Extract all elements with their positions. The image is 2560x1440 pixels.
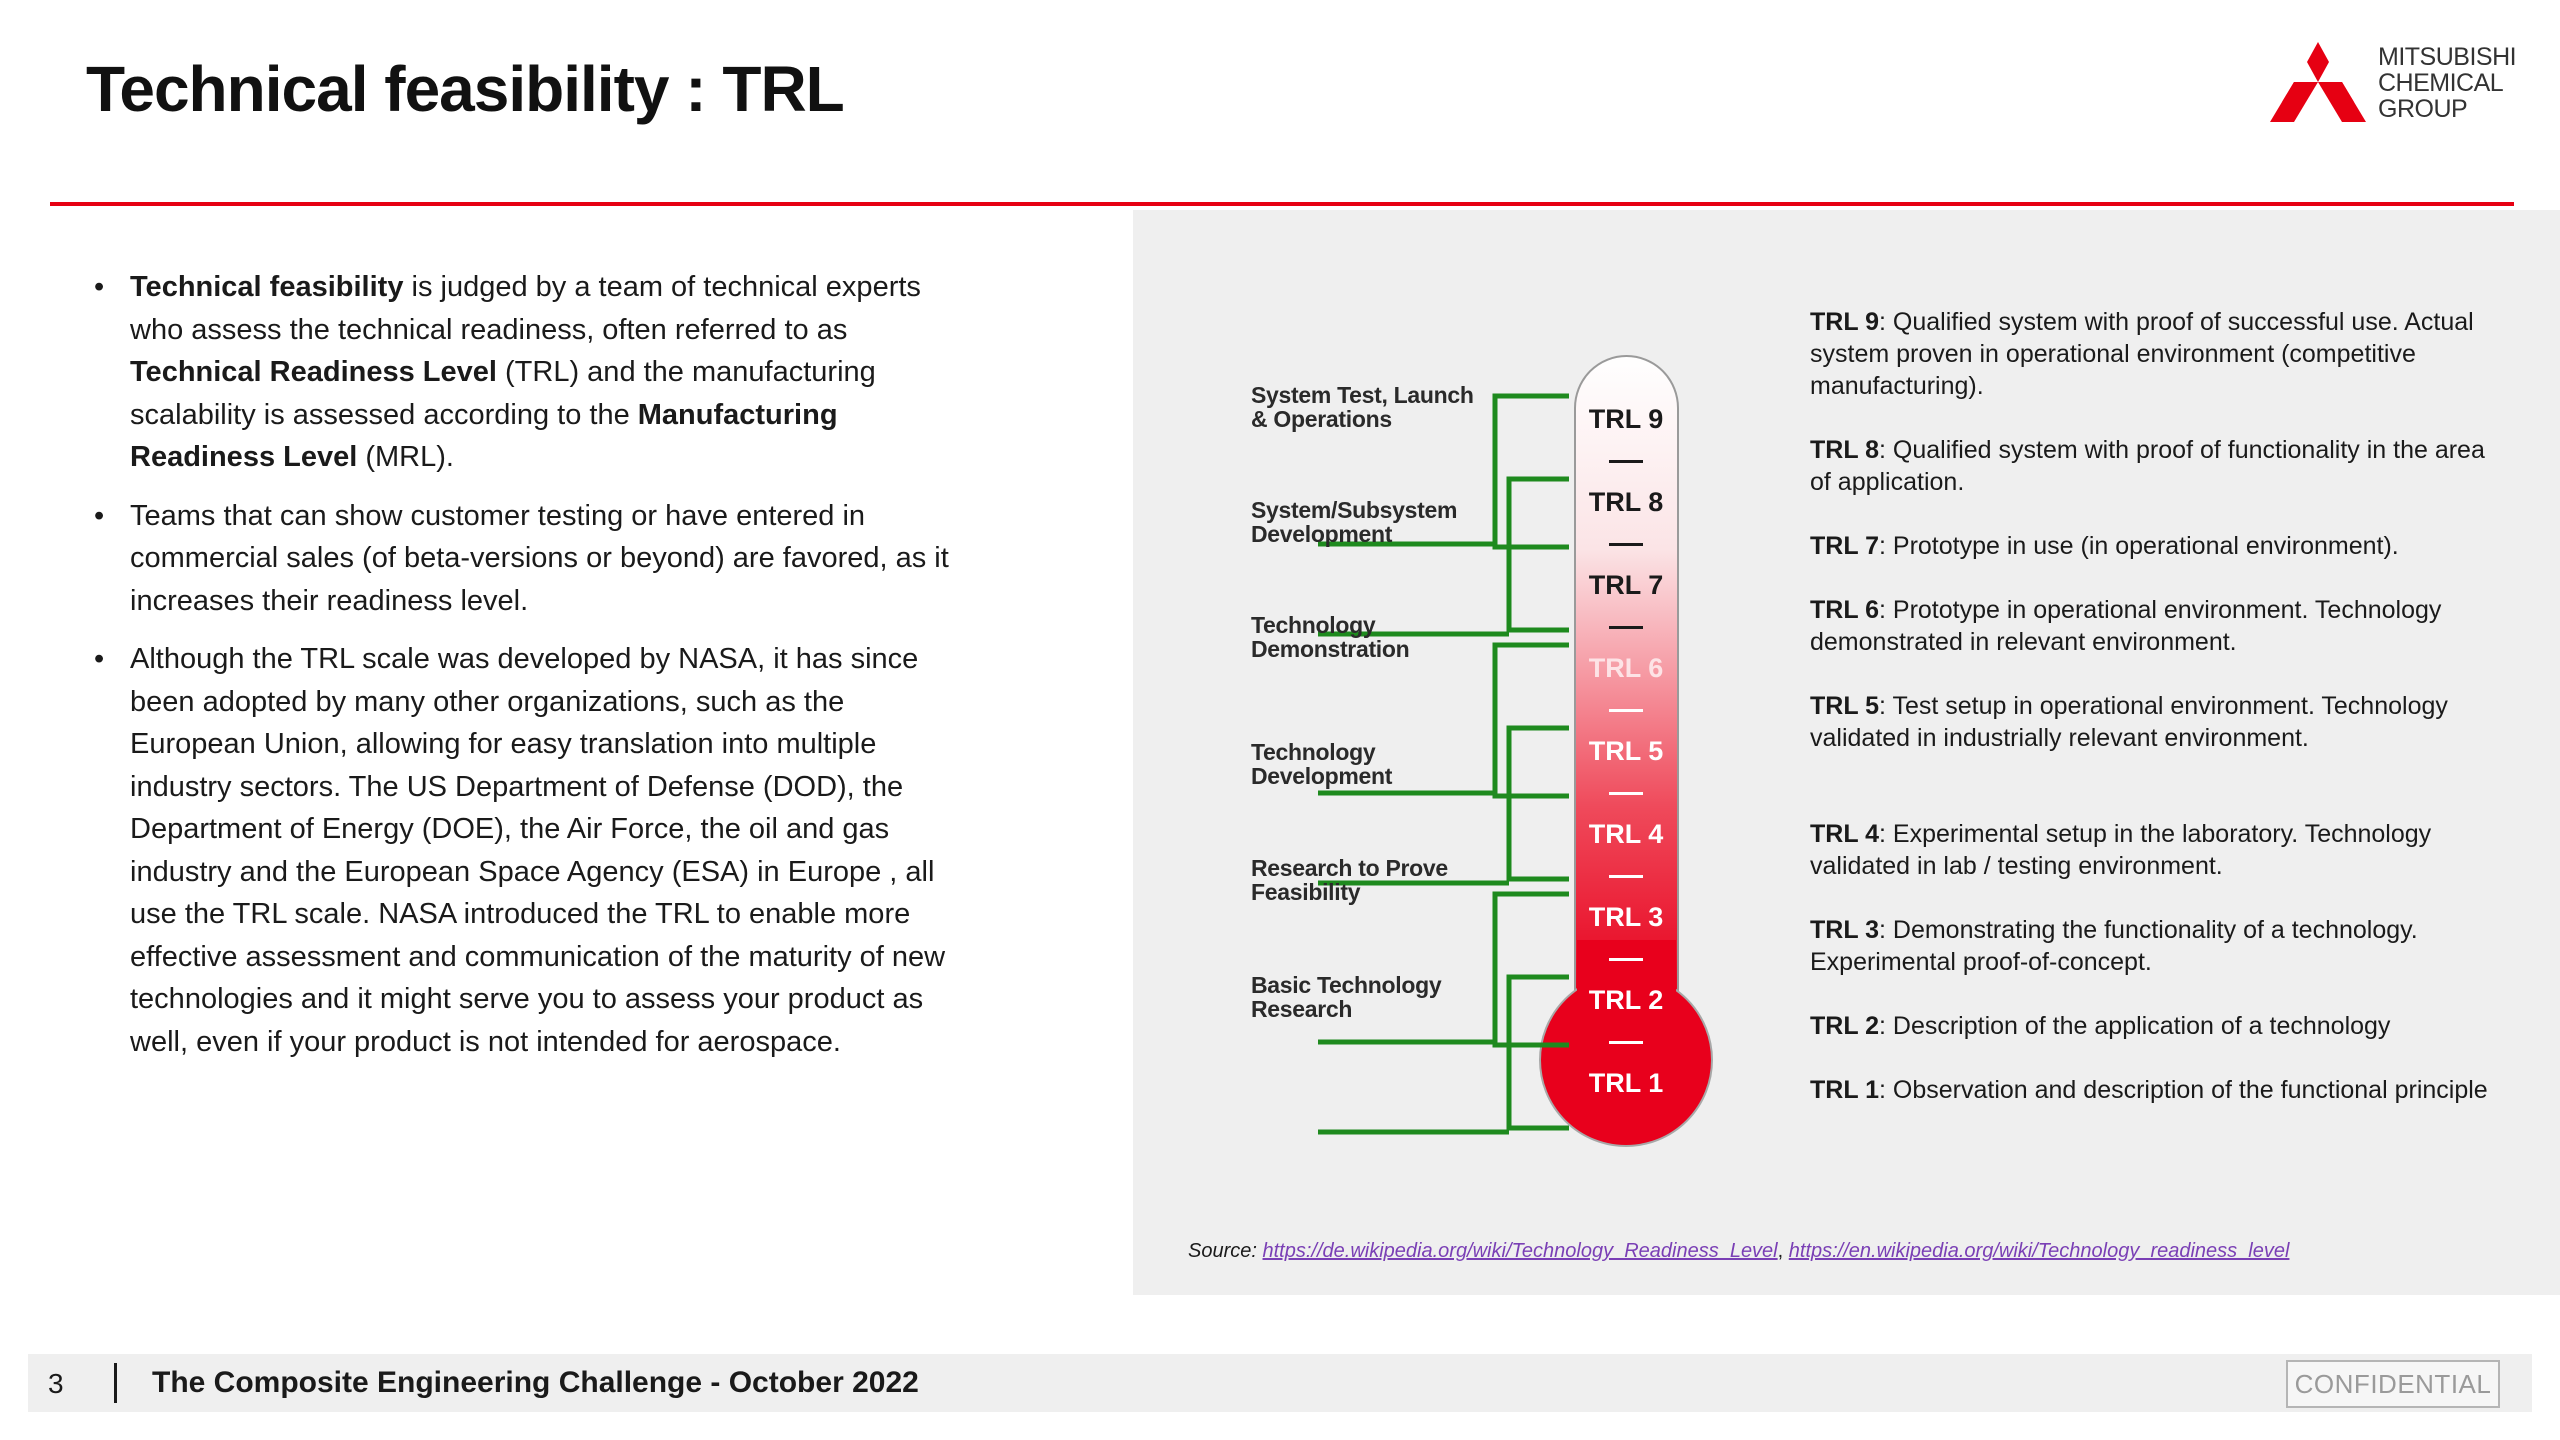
trl-description-text: : Qualified system with proof of functionality in the area of application. — [1810, 436, 2485, 496]
trl-description-label: TRL 5 — [1810, 692, 1879, 720]
stage-label: Technology Development — [1251, 739, 1393, 789]
stage-bracket — [1495, 645, 1569, 796]
trl-level-divider — [1609, 626, 1643, 629]
bullet-list — [94, 266, 954, 1079]
trl-description-text: : Test setup in operational environment. Technology validated in industrially relevant environment. — [1810, 692, 2448, 752]
trl-description-label: TRL 2 — [1810, 1012, 1879, 1040]
company-logo — [2270, 38, 2530, 138]
trl-description-label: TRL 8 — [1810, 436, 1879, 464]
stage-bracket — [1495, 396, 1569, 547]
bullet-text: (MRL). — [357, 441, 454, 473]
stage-label: Technology Demonstration — [1251, 612, 1410, 662]
trl-level-label: TRL 3 — [1588, 902, 1664, 932]
source-link-en[interactable]: https://en.wikipedia.org/wiki/Technology_readiness_level — [1788, 1240, 2290, 1262]
trl-level-divider — [1609, 709, 1643, 712]
trl-level-divider — [1609, 958, 1643, 961]
trl-description — [1810, 1010, 2500, 1042]
trl-level-divider — [1609, 460, 1643, 463]
logo-text — [2378, 44, 2516, 122]
page-number: 3 — [48, 1368, 64, 1399]
trl-description-text: : Demonstrating the functionality of a technology. Experimental proof-of-concept. — [1810, 916, 2418, 976]
bullet-text: is judged by a team of technical experts who assess the technical readiness, often referred to as — [130, 271, 921, 346]
trl-level-label: TRL 4 — [1588, 819, 1664, 849]
trl-description-label: TRL 3 — [1810, 916, 1879, 944]
trl-level-label: TRL 6 — [1588, 653, 1664, 683]
trl-description-label: TRL 1 — [1810, 1076, 1879, 1104]
trl-description-text: : Experimental setup in the laboratory. Technology validated in lab / testing environment. — [1810, 820, 2432, 880]
trl-level-label: TRL 1 — [1588, 1068, 1664, 1098]
trl-level-label: TRL 7 — [1588, 570, 1664, 600]
slide-footer — [28, 1354, 2532, 1412]
trl-level-divider — [1609, 1041, 1643, 1044]
stage-label: Basic Technology Research — [1251, 972, 1442, 1022]
trl-description-label: TRL 6 — [1810, 596, 1879, 624]
trl-level-divider — [1609, 543, 1643, 546]
trl-description — [1810, 594, 2500, 658]
stage-bracket — [1509, 479, 1569, 630]
stage-label: Research to Prove Feasibility — [1251, 855, 1448, 905]
confidential-badge: CONFIDENTIAL — [2286, 1360, 2500, 1408]
three-diamonds-logo-icon — [2270, 38, 2366, 130]
bullet-text: Although the TRL scale was developed by NASA, it has since been adopted by many other organizations, such as the European Union, allowing for easy translation into multiple industry sectors. The US Department of Defense (DOD), the Department of Energy (DOE), the Air Force, the oil and gas industry and the European Space Agency (ESA) in Europe , all use the TRL scale. NASA introduced the TRL to enable more effective assessment and communication of the maturity of new technologies and it might serve you to assess your product as well, even if your product is not intended for aerospace. — [130, 643, 946, 1058]
stage-label: System Test, Launch & Operations — [1251, 382, 1474, 432]
footer-divider — [114, 1363, 117, 1403]
trl-description-text: : Prototype in use (in operational environment). — [1879, 532, 2399, 560]
trl-level-label: TRL 8 — [1588, 487, 1664, 517]
trl-description — [1810, 818, 2500, 882]
bullet-item — [94, 266, 954, 479]
header-divider — [50, 202, 2514, 206]
logo-line-2: CHEMICAL — [2378, 69, 2504, 97]
trl-description-label: TRL 4 — [1810, 820, 1879, 848]
trl-description — [1810, 1074, 2500, 1106]
bullet-bold-text: Technical feasibility — [130, 271, 404, 303]
trl-description-label: TRL 9 — [1810, 308, 1879, 336]
trl-description — [1810, 306, 2500, 402]
trl-level-label: TRL 9 — [1588, 404, 1664, 434]
logo-line-3: GROUP — [2378, 95, 2468, 123]
trl-level-label: TRL 5 — [1588, 736, 1664, 766]
source-label: Source: — [1188, 1240, 1257, 1262]
bullet-bold-text: Technical Readiness Level — [130, 356, 497, 388]
source-separator: , — [1777, 1240, 1789, 1262]
source-link-de[interactable]: https://de.wikipedia.org/wiki/Technology_Readiness_Level — [1262, 1240, 1778, 1262]
trl-description — [1810, 434, 2500, 498]
trl-description-text: : Description of the application of a technology — [1879, 1012, 2391, 1040]
trl-level-label: TRL 2 — [1588, 985, 1664, 1015]
logo-diamond-top — [2307, 42, 2329, 82]
bullet-item — [94, 638, 954, 1063]
trl-description-text: : Qualified system with proof of successful use. Actual system proven in operational environment (competitive manufacturing). — [1810, 308, 2474, 400]
logo-line-1: MITSUBISHI — [2378, 43, 2517, 71]
trl-description-label: TRL 7 — [1810, 532, 1879, 560]
trl-level-divider — [1609, 792, 1643, 795]
source-line — [1188, 1240, 2289, 1263]
trl-description-text: : Prototype in operational environment. Technology demonstrated in relevant environment. — [1810, 596, 2442, 656]
bullet-item — [94, 495, 954, 623]
bullet-text: (TRL) and the manufacturing scalability is assessed according to the — [130, 356, 876, 431]
trl-description — [1810, 914, 2500, 978]
stage-bracket — [1509, 728, 1569, 879]
trl-level-divider — [1609, 875, 1643, 878]
slide-title: Technical feasibility : TRL — [86, 53, 844, 125]
trl-description — [1810, 690, 2500, 754]
trl-description-text: : Observation and description of the functional principle — [1879, 1076, 2488, 1104]
footer-title: The Composite Engineering Challenge - October 2022 — [152, 1366, 919, 1399]
trl-description — [1810, 530, 2500, 562]
bullet-text: Teams that can show customer testing or have entered in commercial sales (of beta-versions or beyond) are favored, as it increases their readiness level. — [130, 499, 949, 617]
stage-label: System/Subsystem Development — [1251, 497, 1458, 547]
bullet-bold-text: Manufacturing Readiness Level — [130, 398, 838, 473]
